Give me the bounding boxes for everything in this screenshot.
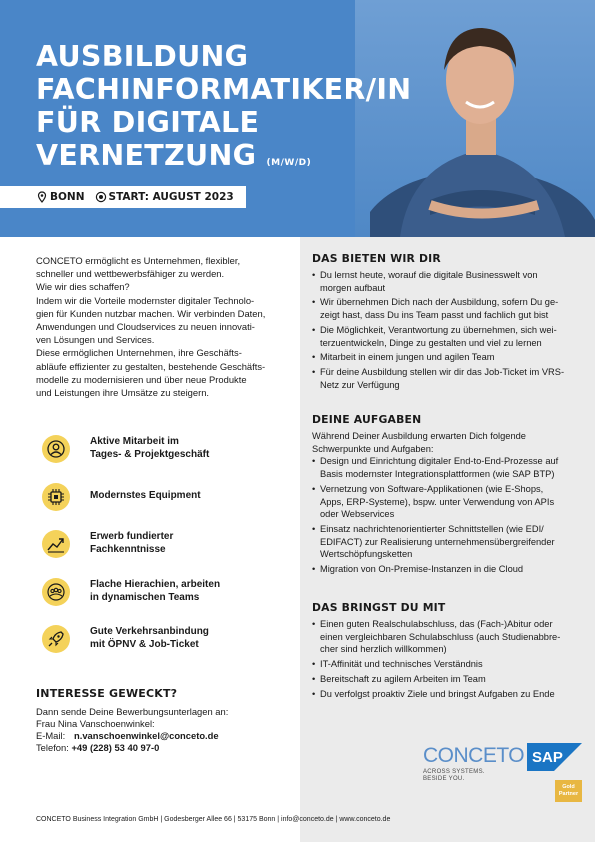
tasks-heading: DEINE AUFGABEN [312, 413, 422, 426]
benefit-line: Erwerb fundierter [90, 531, 174, 542]
list-line: • Migration von On-Premise-Instanzen in die Cloud [320, 564, 524, 575]
intro-line: gien für Kunden nutzbar machen. Wir verbinden Daten, [36, 307, 266, 319]
chip-icon [42, 483, 70, 511]
sap-text: SAP [532, 749, 563, 766]
list-line: • Du verfolgst proaktiv Ziele und bringst Aufgaben zu Ende [320, 688, 555, 699]
contact-email-row [36, 730, 292, 742]
benefit-line: mit ÖPNV & Job-Ticket [90, 639, 199, 650]
badge-icon [95, 191, 107, 203]
list-line: EDIFACT) zur Realisierung unternehmensübergreifender [320, 536, 555, 547]
list-item [312, 296, 584, 321]
benefit-label [90, 578, 280, 604]
list-line: • Vernetzung von Software-Applikationen (wie E-Shops, [320, 483, 544, 494]
tasks-list [312, 455, 584, 575]
list-line: Apps, ERP-Systeme), bspw. unter Verwendung von APIs [320, 496, 555, 507]
benefit-line: in dynamischen Teams [90, 591, 200, 603]
list-line: Wertschöpfungsketten [320, 549, 413, 560]
benefit-line: Tages- & Projektgeschäft [90, 449, 210, 460]
brand-name: CONCETO [423, 744, 525, 767]
list-line: • Bereitschaft zu agilem Arbeiten im Team [320, 673, 486, 684]
list-item [312, 483, 584, 521]
text-line: Schwerpunkte und Aufgaben: [312, 443, 434, 454]
portrait-photo [370, 0, 595, 237]
map-pin-icon [36, 191, 48, 203]
tasks-intro [312, 430, 584, 455]
intro-line: und Leistungen ihre Umsätze zu steigern. [36, 387, 210, 399]
title-line: FACHINFORMATIKER/IN [36, 73, 412, 106]
intro-line: CONCETO ermöglicht es Unternehmen, flexibler, [36, 255, 241, 266]
intro-line: abläufe effizienter zu gestalten, bestehende Geschäfts- [36, 360, 266, 372]
tagline-line: ACROSS SYSTEMS. [423, 769, 485, 775]
email-label: E-Mail: [36, 730, 66, 741]
benefit-item [36, 620, 286, 668]
intro-line: Diese ermöglichen Unternehmen, ihre Geschäfts- [36, 347, 242, 359]
list-line: • Du lernst heute, worauf die digitale Businesswelt von [320, 270, 538, 280]
list-line: • Die Möglichkeit, Verantwortung zu übernehmen, sich wei- [320, 324, 557, 335]
list-item [312, 366, 584, 391]
benefit-item [36, 573, 286, 621]
rocket-icon [42, 625, 70, 653]
contact-name: Frau Nina Vanschoenwinkel: [36, 718, 155, 729]
list-line: oder Webservices [320, 509, 395, 520]
list-line: • IT-Affinität und technisches Verständnis [320, 659, 483, 670]
requirements-list [312, 618, 584, 700]
team-icon [42, 578, 70, 606]
benefit-line: Flache Hierachien, arbeiten [90, 578, 221, 590]
contact-line: Dann sende Deine Bewerbungsunterlagen an: [36, 706, 229, 717]
conceto-logo [423, 745, 523, 783]
list-item [312, 351, 584, 364]
benefit-item [36, 478, 286, 526]
intro-line: schneller und wettbewerbsfähiger zu werden. [36, 268, 225, 280]
email-link[interactable]: n.vanschoenwinkel@conceto.de [74, 730, 219, 741]
list-line: zeigt hast, dass Du ins Team passt und fachlich gut bist [320, 310, 549, 321]
benefit-line: Fachkenntnisse [90, 544, 166, 555]
intro-line: Wie wir dies schaffen? [36, 281, 130, 293]
tasks-section [312, 413, 584, 578]
gender-suffix: (M/W/D) [266, 158, 312, 168]
list-item [312, 324, 584, 349]
benefit-line: Gute Verkehrsanbindung [90, 626, 209, 637]
phone-label: Telefon: [36, 742, 69, 753]
requirements-section [312, 601, 584, 702]
person-icon [42, 435, 70, 463]
list-line: • Design und Einrichtung digitaler End-to-End-Prozesse auf [320, 456, 559, 467]
text-line: Während Deiner Ausbildung erwarten Dich folgende [312, 431, 526, 441]
offer-list [312, 269, 584, 391]
intro-line: Indem wir die Vorteile modernster digitaler Technolo- [36, 294, 255, 306]
list-line: Basis modernster Integrationsplattformen (wie SAP BTP) [320, 469, 555, 480]
benefit-label [90, 625, 280, 651]
badge-line: Gold [562, 784, 575, 790]
badge-line: Partner [558, 790, 579, 797]
title-line: FÜR DIGITALE [36, 106, 260, 139]
list-item [312, 455, 584, 480]
list-line: cher sind herzlich willkommen) [320, 644, 447, 655]
intro-text [36, 254, 292, 399]
list-item [312, 269, 584, 294]
benefit-line: Modernstes Equipment [90, 489, 201, 501]
phone-number[interactable]: +49 (228) 53 40 97-0 [71, 742, 160, 753]
job-title [36, 40, 412, 180]
list-item [312, 563, 584, 576]
list-line: • Einsatz nachrichtenorientierter Schnittstellen (wie EDI/ [320, 523, 544, 534]
sap-logo [527, 743, 582, 771]
requirements-heading: DAS BRINGST DU MIT [312, 601, 446, 614]
list-line: morgen aufbaut [320, 282, 386, 293]
footer-address: CONCETO Business Integration GmbH | Godesberger Allee 66 | 53175 Bonn | info@conceto.de | www.conceto.de [36, 816, 391, 823]
benefit-item [36, 525, 286, 573]
list-line: • Einen guten Realschulabschluss, das (Fach-)Abitur oder [320, 619, 553, 629]
list-line: Netz zur Verfügung [320, 379, 400, 390]
list-line: • Mitarbeit in einem jungen und agilen Team [320, 352, 495, 363]
list-item [312, 673, 584, 686]
tagline-line: BESIDE YOU. [423, 776, 465, 782]
benefit-label [90, 530, 280, 556]
contact-section [36, 687, 292, 754]
location-bar [0, 186, 246, 208]
list-item [312, 688, 584, 701]
contact-heading: INTERESSE GEWECKT? [36, 687, 178, 700]
list-item [312, 658, 584, 671]
list-line: terzuentwickeln, Dinge zu gestalten und viel zu lernen [320, 337, 542, 348]
intro-line: modelle zu modernisieren und über neue Produkte [36, 373, 247, 385]
location-text: BONN [50, 191, 85, 203]
contact-phone-row [36, 742, 292, 754]
benefit-label [90, 435, 280, 461]
list-line: einen vergleichbaren Schulabschluss (auch Studienabbre- [320, 631, 561, 642]
gold-partner-badge [555, 780, 582, 802]
title-line: AUSBILDUNG [36, 40, 249, 73]
title-last-line: VERNETZUNG [36, 139, 257, 172]
intro-line: Anwendungen und Cloudservices zu neuen innovati- [36, 321, 255, 333]
list-item [312, 523, 584, 561]
offer-section [312, 252, 584, 393]
brand-tagline [423, 769, 523, 783]
start-date-text: START: AUGUST 2023 [108, 191, 234, 203]
growth-chart-icon [42, 530, 70, 558]
hero-banner [0, 0, 595, 237]
title-line [36, 139, 396, 180]
benefit-label [90, 489, 280, 502]
list-item [312, 618, 584, 656]
list-line: • Wir übernehmen Dich nach der Ausbildung, sofern Du ge- [320, 297, 559, 308]
list-line: • Für deine Ausbildung stellen wir dir das Job-Ticket im VRS- [320, 366, 565, 377]
benefit-line: Aktive Mitarbeit im [90, 436, 179, 447]
benefit-item [36, 430, 286, 478]
offer-heading: DAS BIETEN WIR DIR [312, 252, 441, 265]
intro-line: ven Lösungen und Services. [36, 334, 155, 346]
benefits-list [36, 430, 286, 668]
